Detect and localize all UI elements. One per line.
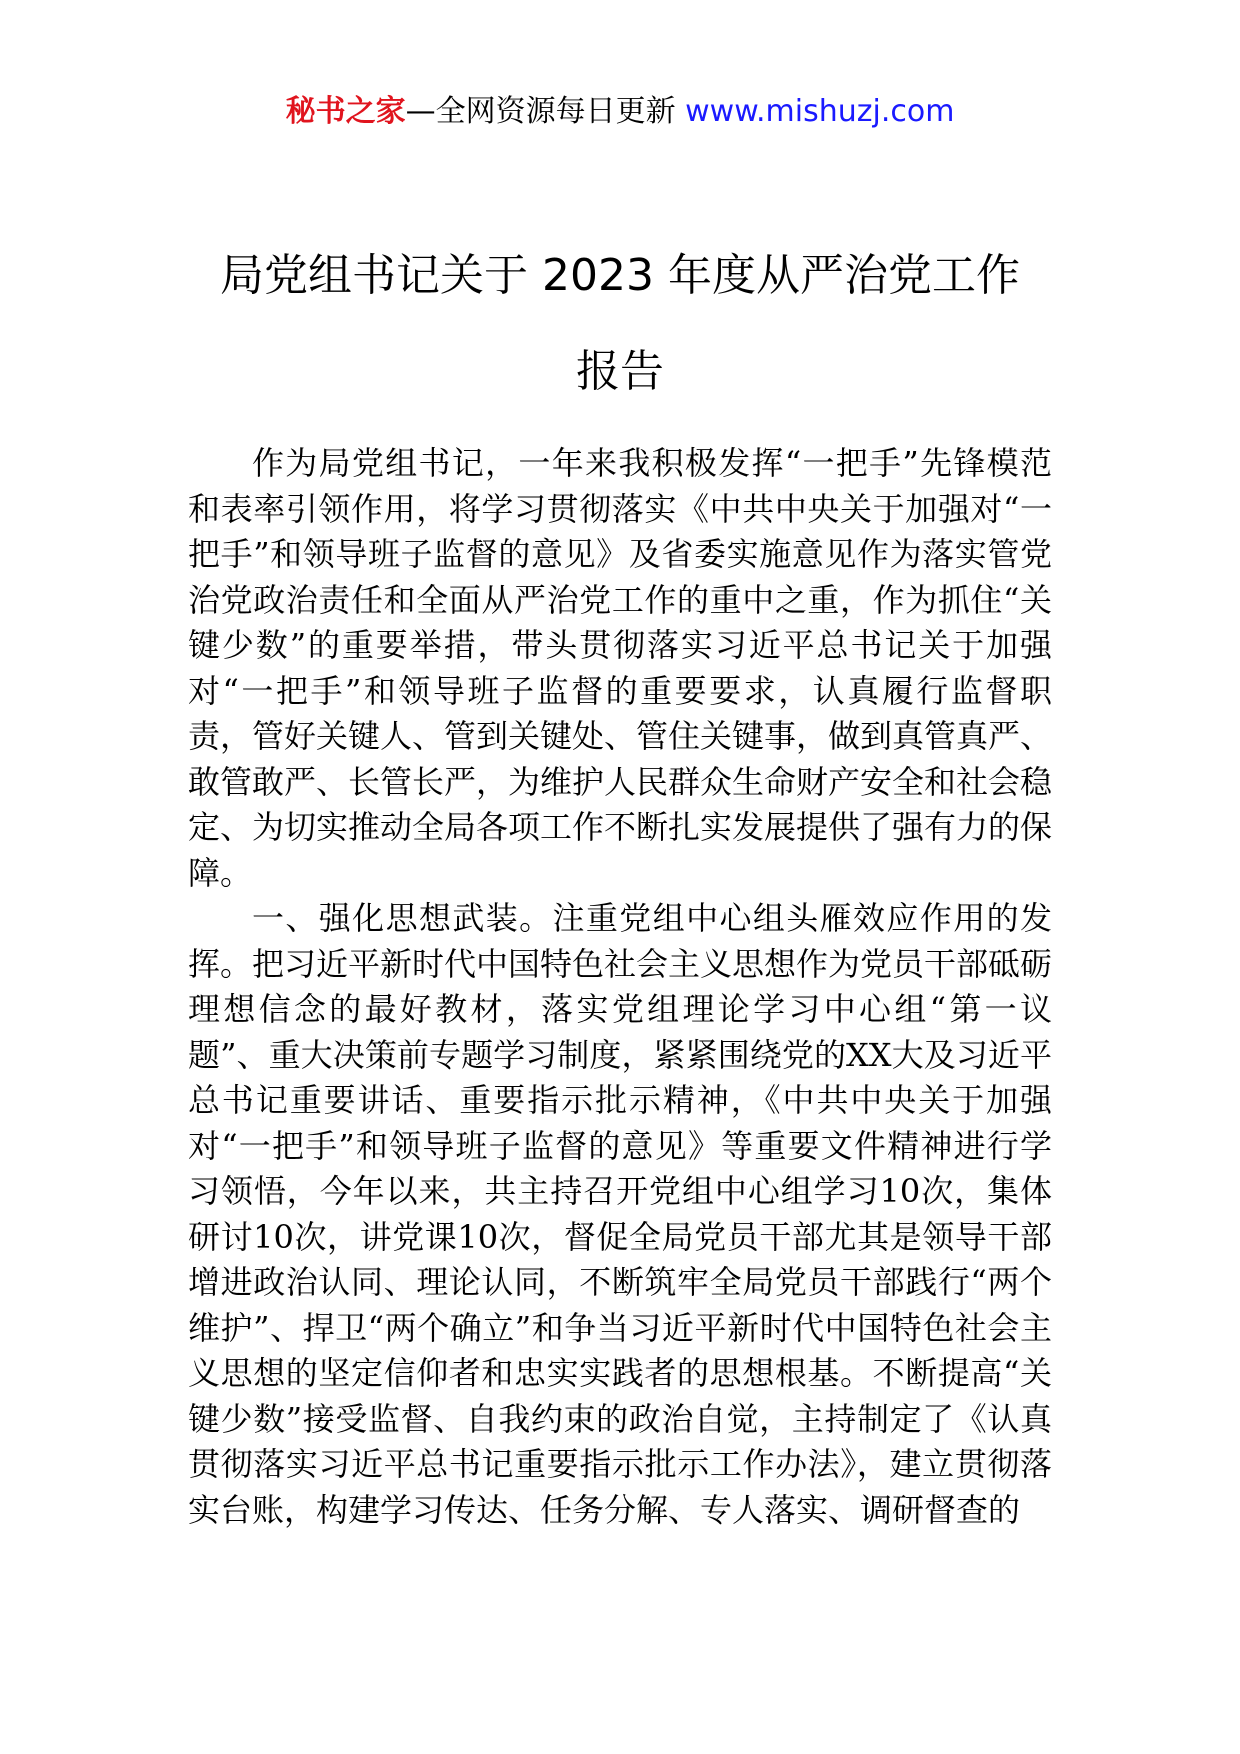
document-title-line-1: 局党组书记关于 2023 年度从严治党工作 [220, 250, 1020, 301]
site-slogan: —全网资源每日更新 [405, 94, 686, 129]
site-header [0, 92, 1240, 132]
document-title [120, 228, 1120, 420]
document-body [188, 441, 1052, 1533]
body-paragraph-intro: 作为局党组书记，一年来我积极发挥“一把手”先锋模范和表率引领作用，将学习贯彻落实《中共中央关于加强对“一把手”和领导班子监督的意见》及省委实施意见作为落实管党治党政治责任和全面从严治党工作的重中之重，作为抓住“关键少数”的重要举措，带头贯彻落实习近平总书记关于加强对“一把手”和领导班子监督的重要要求，认真履行监督职责，管好关键人、管到关键处、管住关键事，做到真管真严、敢管敢严、长管长严，为维护人民群众生命财产安全和社会稳定、为切实推动全局各项工作不断扎实发展提供了强有力的保障。 [188, 444, 1053, 892]
site-url-link[interactable]: www.mishuzj.com [685, 94, 955, 129]
body-paragraph-section-1: 一、强化思想武装。注重党组中心组头雁效应作用的发挥。把习近平新时代中国特色社会主义思想作为党员干部砥砺理想信念的最好教材，落实党组理论学习中心组“第一议题”、重大决策前专题学习制度，紧紧围绕党的XX大及习近平总书记重要讲话、重要指示批示精神，《中共中央关于加强对“一把手”和领导班子监督的意见》等重要文件精神进行学习领悟，今年以来，共主持召开党组中心组学习10次，集体研讨10次，讲党课10次，督促全局党员干部尤其是领导干部增进政治认同、理论认同，不断筑牢全局党员干部践行“两个维护”、捍卫“两个确立”和争当习近平新时代中国特色社会主义思想的坚定信仰者和忠实实践者的思想根基。不断提高“关键少数”接受监督、自我约束的政治自觉，主持制定了《认真贯彻落实习近平总书记重要指示批示工作办法》，建立贯彻落实台账，构建学习传达、任务分解、专人落实、调研督查的 [188, 899, 1053, 1529]
document-title-line-2: 报告 [576, 346, 664, 397]
site-brand: 秘书之家 [285, 94, 406, 129]
